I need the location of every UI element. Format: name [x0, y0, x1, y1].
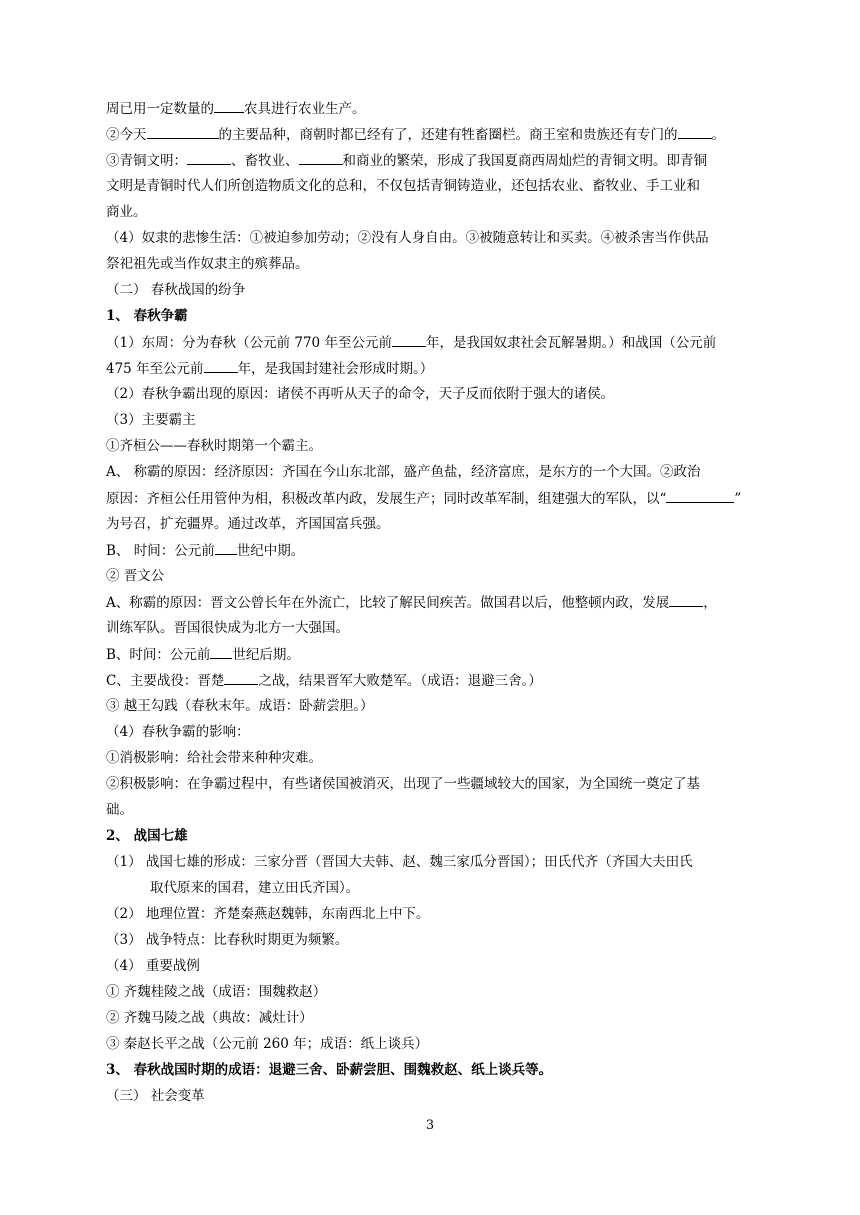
text-line: ③青铜文明： 、畜牧业、 和商业的繁荣，形成了我国夏商西周灿烂的青铜文明。即青铜	[106, 150, 707, 171]
blank	[210, 644, 232, 659]
subsection-heading: 3、 春秋战国时期的成语：退避三舍、卧薪尝胆、围魏救赵、纸上谈兵等。	[106, 1062, 553, 1078]
text-line: 为号召，扩充疆界。通过改革，齐国国富兵强。	[106, 516, 390, 532]
text-line: A、称霸的原因：晋文公曾长年在外流亡，比较了解民间疾苦。做国君以后，他整顿内政，发展 ，	[106, 592, 717, 613]
text-line: 商业。	[106, 204, 147, 220]
text-line: 训练军队。晋国很快成为北方一大强国。	[106, 620, 349, 636]
text-line: ②积极影响：在争霸过程中，有些诸侯国被消灭，出现了一些疆域较大的国家，为全国统一奠定了基	[106, 776, 700, 792]
blank	[214, 98, 244, 113]
section-heading: （二） 春秋战国的纷争	[106, 282, 246, 298]
text-line: 周已用一定数量的 农具进行农业生产。	[106, 98, 366, 119]
blank	[392, 332, 426, 347]
text-line: （3） 战争特点：比春秋时期更为频繁。	[106, 932, 349, 948]
text-line: 取代原来的国君，建立田氏齐国）。	[150, 880, 360, 896]
text-line: （4）春秋争霸的影响：	[106, 724, 250, 740]
text-line: （1）东周：分为春秋（公元前 770 年至公元前 年，是我国奴隶社会瓦解暑期。）和战国（公元前	[106, 332, 716, 353]
text-line: C、主要战役：晋楚 之战，结果晋军大败楚军。（成语：退避三舍。）	[106, 670, 542, 691]
text-line: （3）主要霸主	[106, 412, 196, 428]
list-item: ① 齐魏桂陵之战（成语：围魏救赵）	[106, 984, 327, 1000]
text-line: ①齐桓公——春秋时期第一个霸主。	[106, 438, 322, 454]
text-line: ③ 越王勾践（春秋末年。成语：卧薪尝胆。）	[106, 698, 374, 714]
subsection-heading: 1、 春秋争霸	[106, 308, 188, 324]
blank	[204, 358, 238, 373]
list-item: ③ 秦赵长平之战（公元前 260 年；成语：纸上谈兵）	[106, 1036, 429, 1052]
text-line: （2）春秋争霸出现的原因：诸侯不再听从天子的命令，天子反而依附于强大的诸侯。	[106, 386, 615, 402]
text-line: （2） 地理位置：齐楚秦燕赵魏韩，东南西北上中下。	[106, 906, 430, 922]
text-line: 祭祀祖先或当作奴隶主的殡葬品。	[106, 256, 309, 272]
blank	[678, 124, 712, 139]
text-line: ②今天 的主要品种，商朝时都已经有了，还建有牲畜圈栏。商王室和贵族还有专门的 。	[106, 124, 725, 145]
text-line: 础。	[106, 802, 133, 818]
text-line: A、 称霸的原因：经济原因：齐国在今山东北部，盛产鱼盐，经济富庶，是东方的一个大国。②政治	[106, 464, 701, 480]
blank	[215, 540, 237, 555]
text-line: 475 年至公元前 年，是我国封建社会形成时期。）	[106, 358, 433, 379]
text-line: ② 晋文公	[106, 568, 165, 584]
text-line: 文明是青铜时代人们所创造物质文化的总和，不仅包括青铜铸造业，还包括农业、畜牧业、手工业和	[106, 178, 700, 194]
text-line: B、时间：公元前 世纪后期。	[106, 644, 300, 665]
text-line: （4） 重要战例	[106, 958, 200, 974]
blank	[187, 150, 231, 165]
list-item: ② 齐魏马陵之战（典故：减灶计）	[106, 1010, 313, 1026]
page-number: 3	[425, 1118, 435, 1133]
text-line: 原因：齐桓公任用管仲为相，积极改革内政，发展生产；同时改革军制，组建强大的军队，以“ ”	[106, 488, 741, 509]
text-line: （4）奴隶的悲惨生活：①被迫参加劳动；②没有人身自由。③被随意转让和买卖。④被杀害当作供品	[106, 230, 709, 246]
section-heading: （三） 社会变革	[106, 1088, 205, 1104]
text-line: B、 时间：公元前 世纪中期。	[106, 540, 304, 561]
blank	[666, 488, 734, 503]
blank	[669, 592, 703, 607]
subsection-heading: 2、 战国七雄	[106, 828, 188, 844]
blank	[147, 124, 219, 139]
text-line: ①消极影响：给社会带来种种灾难。	[106, 750, 322, 766]
text-line: （1） 战国七雄的形成：三家分晋（晋国大夫韩、赵、魏三家瓜分晋国）；田氏代齐（齐国大夫田氏	[106, 854, 693, 870]
blank	[224, 670, 258, 685]
blank	[299, 150, 343, 165]
